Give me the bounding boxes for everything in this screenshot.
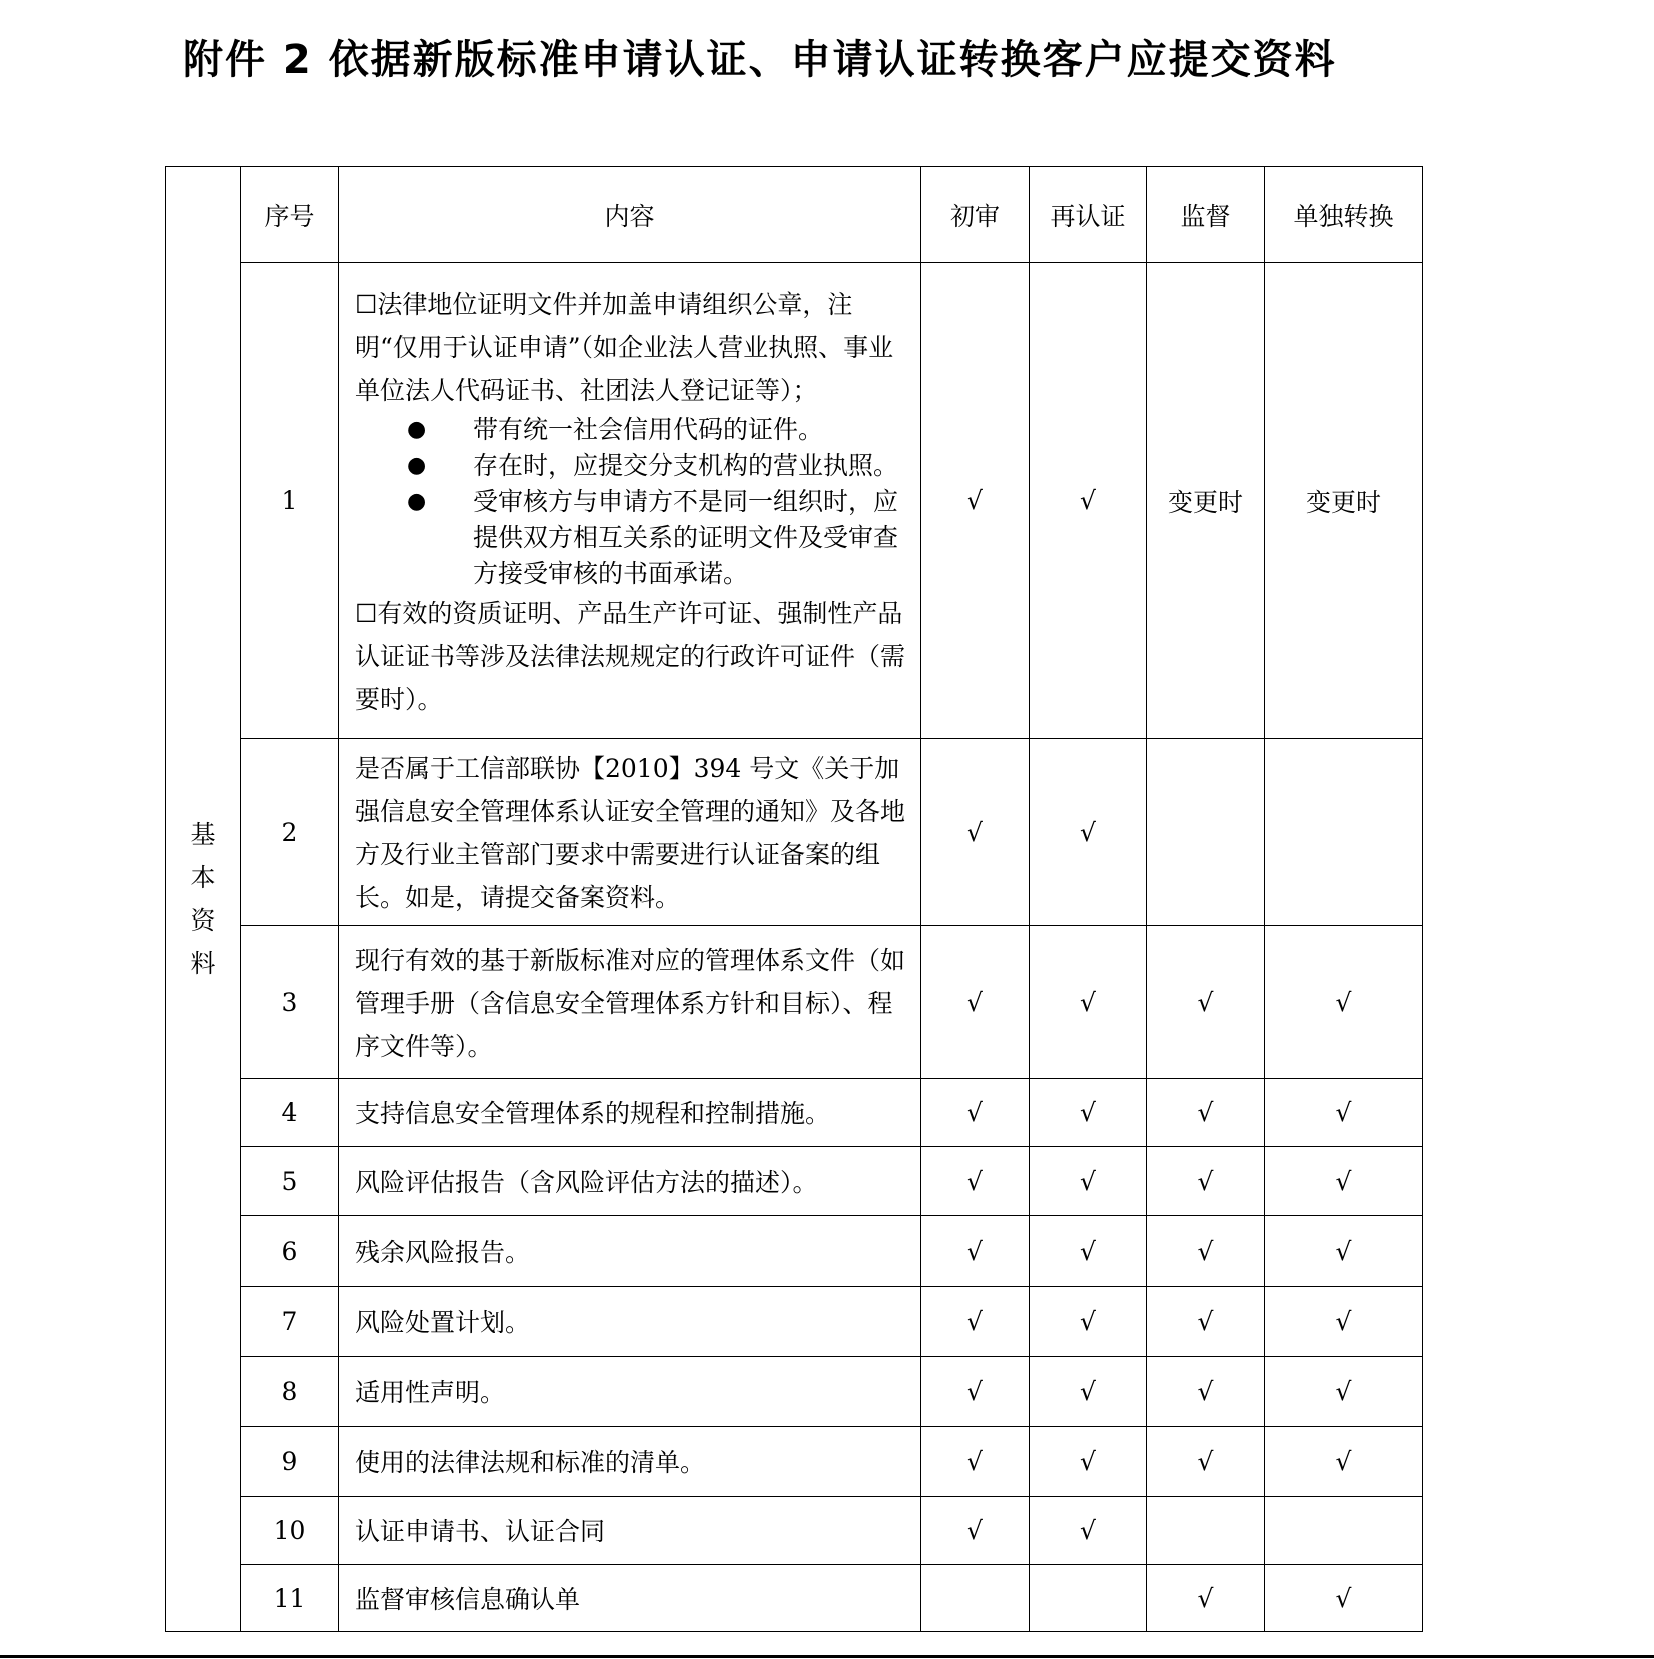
row-content: 适用性声明。	[339, 1357, 921, 1427]
header-recert: 再认证	[1030, 167, 1147, 263]
row-transfer	[1265, 739, 1423, 926]
table-row	[166, 926, 1423, 1079]
row-transfer	[1265, 1497, 1423, 1565]
row-recert: √	[1030, 1287, 1147, 1357]
row-surveil: √	[1147, 1079, 1265, 1147]
row-surveil: √	[1147, 1216, 1265, 1287]
table-row	[166, 263, 1423, 739]
table-row	[166, 1287, 1423, 1357]
row-surveil: 变更时	[1147, 263, 1265, 739]
row-seq: 3	[241, 926, 339, 1079]
row-content: 支持信息安全管理体系的规程和控制措施。	[339, 1079, 921, 1147]
list-item	[355, 484, 910, 592]
row-content: 风险评估报告（含风险评估方法的描述）。	[339, 1147, 921, 1216]
row-seq: 6	[241, 1216, 339, 1287]
row-surveil: √	[1147, 1357, 1265, 1427]
row-seq: 7	[241, 1287, 339, 1357]
row-seq: 10	[241, 1497, 339, 1565]
row-content: 现行有效的基于新版标准对应的管理体系文件（如管理手册（含信息安全管理体系方针和目标）、程序文件等）。	[339, 926, 921, 1079]
row-transfer: √	[1265, 1427, 1423, 1497]
row-recert: √	[1030, 1147, 1147, 1216]
row-transfer: 变更时	[1265, 263, 1423, 739]
row-content: 监督审核信息确认单	[339, 1565, 921, 1632]
table-row	[166, 1079, 1423, 1147]
row-recert: √	[1030, 1497, 1147, 1565]
row-seq: 11	[241, 1565, 339, 1632]
row-seq: 9	[241, 1427, 339, 1497]
row-transfer: √	[1265, 1357, 1423, 1427]
row-initial: √	[921, 1079, 1030, 1147]
row-content: 残余风险报告。	[339, 1216, 921, 1287]
row-recert: √	[1030, 1357, 1147, 1427]
list-item	[355, 448, 910, 484]
bullet-icon: ●	[407, 452, 427, 478]
header-transfer: 单独转换	[1265, 167, 1423, 263]
row-transfer: √	[1265, 926, 1423, 1079]
bullet-text: 受审核方与申请方不是同一组织时，应提供双方相互关系的证明文件及受审查方接受审核的书面承诺。	[473, 486, 899, 588]
row-recert: √	[1030, 1079, 1147, 1147]
bottom-divider	[0, 1655, 1654, 1658]
table-row	[166, 1497, 1423, 1565]
row-seq: 2	[241, 739, 339, 926]
materials-table	[165, 166, 1423, 1632]
row-surveil	[1147, 739, 1265, 926]
row-recert: √	[1030, 739, 1147, 926]
row-content: 风险处置计划。	[339, 1287, 921, 1357]
row-seq: 5	[241, 1147, 339, 1216]
category-cell	[166, 167, 241, 1632]
row-content-text: ☐有效的资质证明、产品生产许可证、强制性产品认证证书等涉及法律法规规定的行政许可证件（需要时）。	[355, 598, 906, 714]
header-initial: 初审	[921, 167, 1030, 263]
row-recert: √	[1030, 263, 1147, 739]
row-seq: 1	[241, 263, 339, 739]
row-initial: √	[921, 1357, 1030, 1427]
list-item	[355, 412, 910, 448]
row-initial: √	[921, 739, 1030, 926]
row-initial	[921, 1565, 1030, 1632]
bullet-text: 存在时，应提交分支机构的营业执照。	[473, 450, 899, 480]
header-seq: 序号	[241, 167, 339, 263]
bullet-icon: ●	[407, 416, 427, 442]
table-row	[166, 1565, 1423, 1632]
row-initial: √	[921, 1497, 1030, 1565]
table-row	[166, 1357, 1423, 1427]
row-recert: √	[1030, 1427, 1147, 1497]
row-content: 认证申请书、认证合同	[339, 1497, 921, 1565]
row-transfer: √	[1265, 1079, 1423, 1147]
row-content: 使用的法律法规和标准的清单。	[339, 1427, 921, 1497]
row-surveil: √	[1147, 926, 1265, 1079]
row-initial: √	[921, 263, 1030, 739]
bullet-icon: ●	[407, 488, 427, 514]
row-surveil: √	[1147, 1287, 1265, 1357]
row-content-text: ☐法律地位证明文件并加盖申请组织公章，注明“仅用于认证申请”（如企业法人营业执照、事业单位法人代码证书、社团法人登记证等）；	[355, 289, 894, 405]
table-row	[166, 739, 1423, 926]
header-content: 内容	[339, 167, 921, 263]
header-surveil: 监督	[1147, 167, 1265, 263]
row-transfer: √	[1265, 1147, 1423, 1216]
row-content	[339, 263, 921, 739]
row-initial: √	[921, 1216, 1030, 1287]
row-transfer: √	[1265, 1565, 1423, 1632]
page-title: 附件 2 依据新版标准申请认证、申请认证转换客户应提交资料	[183, 37, 1337, 83]
header-row	[166, 167, 1423, 263]
table-row	[166, 1427, 1423, 1497]
row-transfer: √	[1265, 1216, 1423, 1287]
row-initial: √	[921, 1147, 1030, 1216]
category-label: 基本资料	[190, 820, 216, 978]
row-recert	[1030, 1565, 1147, 1632]
row-recert: √	[1030, 1216, 1147, 1287]
bullet-text: 带有统一社会信用代码的证件。	[473, 414, 824, 444]
table-row	[166, 1147, 1423, 1216]
row-initial: √	[921, 1427, 1030, 1497]
row-initial: √	[921, 1287, 1030, 1357]
row-content: 是否属于工信部联协【2010】394 号文《关于加强信息安全管理体系认证安全管理的通知》及各地方及行业主管部门要求中需要进行认证备案的组长。如是，请提交备案资料。	[339, 739, 921, 926]
row-seq: 8	[241, 1357, 339, 1427]
row-surveil	[1147, 1497, 1265, 1565]
row-transfer: √	[1265, 1287, 1423, 1357]
row-seq: 4	[241, 1079, 339, 1147]
row-surveil: √	[1147, 1427, 1265, 1497]
row-surveil: √	[1147, 1565, 1265, 1632]
table-row	[166, 1216, 1423, 1287]
row-surveil: √	[1147, 1147, 1265, 1216]
row-recert: √	[1030, 926, 1147, 1079]
row-initial: √	[921, 926, 1030, 1079]
